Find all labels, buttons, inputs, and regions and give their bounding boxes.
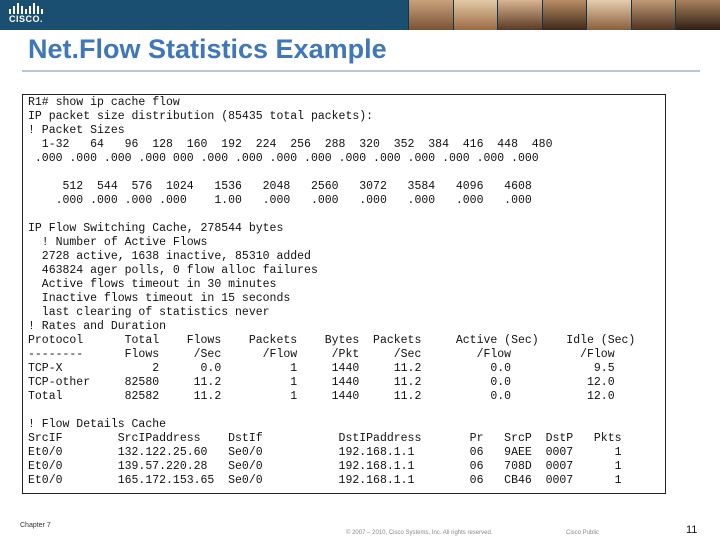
header-photo bbox=[631, 0, 676, 30]
cli-line-command: R1# show ip cache flow bbox=[28, 96, 180, 109]
header-photo bbox=[586, 0, 631, 30]
header-photo-strip bbox=[408, 0, 720, 30]
cli-table-row: TCP-X 2 0.0 1 1440 11.2 0.0 9.5 bbox=[28, 362, 615, 375]
cli-line bbox=[28, 404, 635, 418]
footer-chapter: Chapter 7 bbox=[20, 522, 51, 529]
header-band bbox=[0, 0, 720, 30]
header-photo bbox=[675, 0, 720, 30]
cli-line: ! Rates and Duration bbox=[28, 320, 167, 333]
cli-line: Inactive flows timeout in 15 seconds bbox=[28, 292, 291, 305]
header-photo bbox=[542, 0, 587, 30]
cli-line: 2728 active, 1638 inactive, 85310 added bbox=[28, 250, 311, 263]
header-photo bbox=[408, 0, 453, 30]
cli-output-box bbox=[22, 94, 666, 494]
cisco-logo bbox=[6, 3, 46, 25]
cli-table-header: -------- Flows /Sec /Flow /Pkt /Sec /Flow /Flow bbox=[28, 348, 615, 361]
cisco-logo-text: CISCO. bbox=[8, 14, 43, 24]
cli-line: IP Flow Switching Cache, 278544 bytes bbox=[28, 222, 284, 235]
cli-table-row: Total 82582 11.2 1 1440 11.2 0.0 12.0 bbox=[28, 390, 615, 403]
cli-line: IP packet size distribution (85435 total packets): bbox=[28, 110, 374, 123]
cli-table-row: Et0/0 132.122.25.60 Se0/0 192.168.1.1 06 9AEE 0007 1 bbox=[28, 446, 622, 459]
cli-line: ! Flow Details Cache bbox=[28, 418, 167, 431]
cli-output bbox=[28, 96, 635, 488]
header-photo bbox=[453, 0, 498, 30]
cli-line: 1-32 64 96 128 160 192 224 256 288 320 352 384 416 448 480 bbox=[28, 138, 553, 151]
cli-line: Active flows timeout in 30 minutes bbox=[28, 278, 277, 291]
header-photo bbox=[497, 0, 542, 30]
cli-line: ! Number of Active Flows bbox=[28, 236, 208, 249]
cli-line bbox=[28, 166, 635, 180]
cli-line: 512 544 576 1024 1536 2048 2560 3072 3584 4096 4608 bbox=[28, 180, 532, 193]
cli-line: .000 .000 .000 .000 000 .000 .000 .000 .000 .000 .000 .000 .000 .000 .000 bbox=[28, 152, 539, 165]
title-divider bbox=[22, 70, 700, 72]
cli-line: 463824 ager polls, 0 flow alloc failures bbox=[28, 264, 318, 277]
cli-line: .000 .000 .000 .000 1.00 .000 .000 .000 .000 .000 .000 bbox=[28, 194, 532, 207]
footer-classification: Cisco Public bbox=[566, 530, 600, 536]
page-number: 11 bbox=[686, 524, 698, 536]
cli-line bbox=[28, 208, 635, 222]
cisco-bridge-icon bbox=[8, 3, 44, 14]
cli-table-header: Protocol Total Flows Packets Bytes Packets Active (Sec) Idle (Sec) bbox=[28, 334, 636, 347]
cli-table-row: TCP-other 82580 11.2 1 1440 11.2 0.0 12.0 bbox=[28, 376, 615, 389]
cli-line: ! Packet Sizes bbox=[28, 124, 125, 137]
cli-table-header: SrcIF SrcIPaddress DstIf DstIPaddress Pr SrcP DstP Pkts bbox=[28, 432, 622, 445]
cli-line: last clearing of statistics never bbox=[28, 306, 270, 319]
footer-copyright: © 2007 – 2010, Cisco Systems, Inc. All rights reserved. bbox=[346, 530, 493, 536]
cli-table-row: Et0/0 165.172.153.65 Se0/0 192.168.1.1 06 CB46 0007 1 bbox=[28, 474, 622, 487]
slide-title: Net.Flow Statistics Example bbox=[28, 34, 387, 64]
cli-table-row: Et0/0 139.57.220.28 Se0/0 192.168.1.1 06 708D 0007 1 bbox=[28, 460, 622, 473]
